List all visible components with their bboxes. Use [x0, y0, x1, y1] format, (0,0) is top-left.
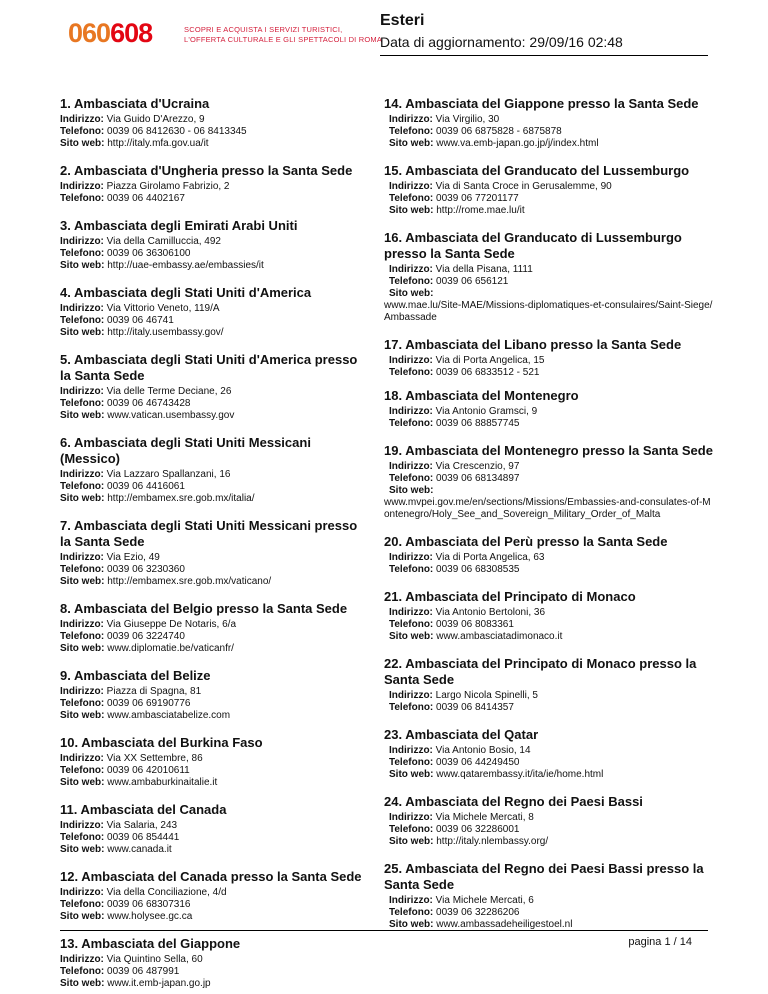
- embassy-address-row: [389, 607, 714, 619]
- embassy-phone-value: 0039 06 854441: [107, 832, 180, 843]
- embassy-phone-row: [389, 276, 714, 288]
- embassy-phone-label: Telefono:: [389, 473, 434, 484]
- embassy-title: 4. Ambasciata degli Stati Uniti d'America: [60, 285, 312, 300]
- embassy-address-row: [389, 264, 714, 276]
- embassy-entry: [60, 869, 368, 923]
- embassy-website-row: [389, 631, 714, 643]
- embassy-address-label: Indirizzo:: [60, 303, 104, 314]
- embassy-website-value[interactable]: www.va.emb-japan.go.jp/j/index.html: [436, 138, 599, 149]
- embassy-address-label: Indirizzo:: [389, 690, 433, 701]
- embassy-entry: [60, 802, 368, 856]
- embassy-phone-label: Telefono:: [60, 698, 105, 709]
- embassy-address-row: [60, 552, 368, 564]
- embassy-entry: [60, 668, 368, 722]
- embassy-address-row: [389, 552, 714, 564]
- embassy-address-row: [60, 820, 368, 832]
- logo-tagline-line2: L'OFFERTA CULTURALE E GLI SPETTACOLI DI ROMA: [184, 35, 383, 44]
- embassy-website-row: [389, 138, 714, 150]
- page-number: pagina 1 / 14: [628, 936, 692, 948]
- embassy-phone-row: [60, 481, 368, 493]
- embassy-website-label: Sito web:: [389, 769, 434, 780]
- embassy-details: [60, 386, 368, 422]
- embassy-details: [384, 114, 714, 150]
- embassy-phone-row: [60, 899, 368, 911]
- embassy-phone-value: 0039 06 8083361: [436, 619, 514, 630]
- embassy-details: [60, 236, 368, 272]
- embassy-website-value[interactable]: www.qatarembassy.it/ita/ie/home.html: [436, 769, 604, 780]
- embassy-phone-value: 0039 06 46743428: [107, 398, 191, 409]
- embassy-phone-row: [60, 564, 368, 576]
- embassy-website-value[interactable]: www.diplomatie.be/vaticanfr/: [107, 643, 234, 654]
- embassy-details: [384, 355, 714, 379]
- page-header: [0, 0, 768, 70]
- embassy-phone-row: [60, 193, 368, 205]
- embassy-website-label: Sito web:: [60, 777, 105, 788]
- embassy-address-value: Via Guido D'Arezzo, 9: [106, 114, 205, 125]
- embassy-address-label: Indirizzo:: [389, 895, 433, 906]
- embassy-details: [60, 686, 368, 722]
- embassy-title: 24. Ambasciata del Regno dei Paesi Bassi: [384, 794, 643, 809]
- embassy-phone-label: Telefono:: [389, 907, 434, 918]
- embassy-phone-label: Telefono:: [60, 765, 105, 776]
- embassy-phone-row: [389, 702, 714, 714]
- embassy-phone-row: [389, 824, 714, 836]
- embassy-address-row: [389, 895, 714, 907]
- embassy-details: [384, 461, 714, 521]
- embassy-website-row: [60, 710, 368, 722]
- embassy-details: [384, 181, 714, 217]
- embassy-address-value: Via Crescenzio, 97: [435, 461, 520, 472]
- embassy-phone-row: [60, 765, 368, 777]
- embassy-phone-value: 0039 06 4416061: [107, 481, 185, 492]
- embassy-details: [60, 887, 368, 923]
- embassy-phone-value: 0039 06 88857745: [436, 418, 520, 429]
- embassy-phone-label: Telefono:: [389, 126, 434, 137]
- embassy-phone-value: 0039 06 68308535: [436, 564, 520, 575]
- embassy-website-label: Sito web:: [60, 643, 105, 654]
- embassy-details: [60, 303, 368, 339]
- embassy-phone-label: Telefono:: [389, 276, 434, 287]
- embassy-website-label: Sito web:: [389, 836, 434, 847]
- embassy-address-label: Indirizzo:: [60, 954, 104, 965]
- embassy-phone-row: [60, 126, 368, 138]
- embassy-details: [60, 619, 368, 655]
- embassy-address-value: Via Antonio Bosio, 14: [435, 745, 531, 756]
- embassy-address-value: Via Lazzaro Spallanzani, 16: [106, 469, 231, 480]
- embassy-title: 8. Ambasciata del Belgio presso la Santa Sede: [60, 601, 348, 616]
- embassy-address-label: Indirizzo:: [389, 812, 433, 823]
- embassy-website-value[interactable]: www.mae.lu/Site-MAE/Missions-diplomatiques-et-consulaires/Saint-Siege/Ambassade: [384, 300, 713, 323]
- embassy-entry: [384, 794, 714, 848]
- embassy-address-label: Indirizzo:: [60, 181, 104, 192]
- embassy-title: 5. Ambasciata degli Stati Uniti d'America presso la Santa Sede: [60, 352, 358, 383]
- embassy-website-value[interactable]: www.ambaburkinaitalie.it: [107, 777, 218, 788]
- embassy-entry: [384, 443, 714, 521]
- embassy-address-value: Via di Porta Angelica, 63: [435, 552, 545, 563]
- embassy-address-row: [60, 619, 368, 631]
- embassy-phone-label: Telefono:: [60, 966, 105, 977]
- embassy-address-label: Indirizzo:: [60, 114, 104, 125]
- embassy-phone-row: [60, 631, 368, 643]
- embassy-details: [384, 895, 714, 931]
- embassy-website-value[interactable]: http://embamex.sre.gob.mx/italia/: [107, 493, 255, 504]
- embassy-website-label: Sito web:: [60, 844, 105, 855]
- embassy-address-value: Via Quintino Sella, 60: [106, 954, 203, 965]
- embassy-website-row: [60, 643, 368, 655]
- embassy-website-row: [389, 836, 714, 848]
- logo-tagline-line1: SCOPRI E ACQUISTA I SERVIZI TURISTICI,: [184, 25, 343, 34]
- header-divider: [380, 55, 708, 56]
- embassy-address-row: [60, 114, 368, 126]
- embassy-title: 1. Ambasciata d'Ucraina: [60, 96, 210, 111]
- embassy-address-value: Via Michele Mercati, 6: [435, 895, 534, 906]
- embassy-address-row: [60, 954, 368, 966]
- embassy-phone-row: [60, 832, 368, 844]
- right-column: [384, 96, 714, 931]
- embassy-entry: [60, 936, 368, 990]
- embassy-address-label: Indirizzo:: [60, 820, 104, 831]
- embassy-website-value[interactable]: www.holysee.gc.ca: [107, 911, 193, 922]
- embassy-phone-row: [389, 757, 714, 769]
- embassy-phone-label: Telefono:: [60, 832, 105, 843]
- embassy-address-row: [389, 114, 714, 126]
- embassy-address-row: [389, 406, 714, 418]
- embassy-address-label: Indirizzo:: [389, 406, 433, 417]
- embassy-phone-value: 0039 06 32286206: [436, 907, 520, 918]
- embassy-entry: [60, 352, 368, 422]
- embassy-phone-label: Telefono:: [389, 418, 434, 429]
- embassy-phone-label: Telefono:: [60, 631, 105, 642]
- embassy-phone-value: 0039 06 8412630 - 06 8413345: [107, 126, 247, 137]
- logo-number: [68, 18, 152, 49]
- embassy-website-row: [384, 288, 714, 324]
- embassy-entry: [60, 518, 368, 588]
- embassy-address-label: Indirizzo:: [389, 114, 433, 125]
- embassy-address-label: Indirizzo:: [60, 686, 104, 697]
- embassy-address-label: Indirizzo:: [389, 355, 433, 366]
- embassy-address-label: Indirizzo:: [60, 236, 104, 247]
- embassy-details: [384, 607, 714, 643]
- embassy-website-value[interactable]: http://rome.mae.lu/it: [436, 205, 525, 216]
- embassy-website-label: Sito web:: [60, 260, 105, 271]
- embassy-phone-label: Telefono:: [389, 193, 434, 204]
- embassy-website-label: Sito web:: [60, 576, 105, 587]
- embassy-details: [384, 812, 714, 848]
- embassy-phone-row: [389, 907, 714, 919]
- embassy-phone-label: Telefono:: [389, 564, 434, 575]
- embassy-address-row: [60, 469, 368, 481]
- embassy-title: 7. Ambasciata degli Stati Uniti Messicani presso la Santa Sede: [60, 518, 358, 549]
- embassy-phone-value: 0039 06 36306100: [107, 248, 191, 259]
- embassy-website-value[interactable]: www.it.emb-japan.go.jp: [107, 978, 211, 989]
- embassy-entry: [384, 727, 714, 781]
- embassy-address-value: Via di Porta Angelica, 15: [435, 355, 545, 366]
- embassy-details: [60, 552, 368, 588]
- embassy-phone-row: [389, 193, 714, 205]
- embassy-phone-row: [60, 398, 368, 410]
- embassy-address-label: Indirizzo:: [389, 181, 433, 192]
- embassy-phone-row: [389, 367, 714, 379]
- embassy-address-value: Via della Pisana, 1111: [435, 264, 533, 275]
- embassy-website-value[interactable]: www.mvpei.gov.me/en/sections/Missions/Embassies-and-consulates-of-Montenegro/Holy_See_and_Sovereign_Military_Order_of_Malta: [384, 497, 711, 520]
- embassy-phone-label: Telefono:: [60, 398, 105, 409]
- embassy-details: [384, 264, 714, 324]
- embassy-entry: [60, 218, 368, 272]
- embassy-website-value[interactable]: www.ambasciatabelize.com: [107, 710, 231, 721]
- embassy-phone-value: 0039 06 69190776: [107, 698, 191, 709]
- embassy-address-label: Indirizzo:: [389, 264, 433, 275]
- embassy-website-row: [60, 410, 368, 422]
- embassy-address-row: [60, 181, 368, 193]
- embassy-website-row: [60, 978, 368, 990]
- embassy-entry: [384, 388, 714, 430]
- embassy-address-label: Indirizzo:: [389, 745, 433, 756]
- embassy-details: [384, 406, 714, 430]
- embassy-title: 19. Ambasciata del Montenegro presso la Santa Sede: [384, 443, 713, 458]
- embassy-website-row: [384, 485, 714, 521]
- embassy-address-value: Via Ezio, 49: [106, 552, 160, 563]
- embassy-title: 17. Ambasciata del Libano presso la Santa Sede: [384, 337, 682, 352]
- page-title: Esteri: [380, 12, 425, 29]
- embassy-phone-row: [60, 966, 368, 978]
- embassy-details: [60, 820, 368, 856]
- embassy-website-value[interactable]: http://embamex.sre.gob.mx/vaticano/: [107, 576, 272, 587]
- embassy-details: [60, 469, 368, 505]
- embassy-website-label: Sito web:: [60, 710, 105, 721]
- embassy-address-row: [389, 690, 714, 702]
- embassy-entry: [384, 337, 714, 379]
- embassy-details: [384, 690, 714, 714]
- embassy-website-value[interactable]: www.ambasciatadimonaco.it: [436, 631, 563, 642]
- embassy-phone-value: 0039 06 3224740: [107, 631, 185, 642]
- embassy-website-row: [389, 205, 714, 217]
- embassy-phone-value: 0039 06 656121: [436, 276, 509, 287]
- logo-number-part2: 608: [110, 18, 153, 48]
- embassy-website-label: Sito web:: [60, 978, 105, 989]
- embassy-phone-value: 0039 06 44249450: [436, 757, 520, 768]
- embassy-phone-label: Telefono:: [389, 757, 434, 768]
- embassy-title: 23. Ambasciata del Qatar: [384, 727, 539, 742]
- embassy-website-value[interactable]: www.vatican.usembassy.gov: [107, 410, 235, 421]
- embassy-website-label: Sito web:: [389, 288, 434, 299]
- embassy-phone-row: [389, 126, 714, 138]
- embassy-details: [60, 753, 368, 789]
- embassy-address-row: [389, 355, 714, 367]
- embassy-address-value: Largo Nicola Spinelli, 5: [435, 690, 538, 701]
- footer-divider: [60, 930, 708, 931]
- embassy-phone-value: 0039 06 32286001: [436, 824, 520, 835]
- embassy-phone-value: 0039 06 46741: [107, 315, 174, 326]
- embassy-title: 10. Ambasciata del Burkina Faso: [60, 735, 263, 750]
- embassy-address-row: [60, 303, 368, 315]
- embassy-phone-label: Telefono:: [60, 126, 105, 137]
- embassy-address-value: Via delle Terme Deciane, 26: [106, 386, 232, 397]
- embassy-phone-row: [60, 698, 368, 710]
- embassy-address-row: [60, 686, 368, 698]
- embassy-address-label: Indirizzo:: [60, 469, 104, 480]
- embassy-address-row: [389, 812, 714, 824]
- embassy-website-value[interactable]: http://italy.usembassy.gov/: [107, 327, 224, 338]
- embassy-title: 12. Ambasciata del Canada presso la Santa Sede: [60, 869, 362, 884]
- embassy-entry: [384, 589, 714, 643]
- embassy-website-label: Sito web:: [389, 138, 434, 149]
- embassy-address-row: [60, 753, 368, 765]
- embassy-address-value: Via Antonio Bertoloni, 36: [435, 607, 546, 618]
- embassy-title: 13. Ambasciata del Giappone: [60, 936, 241, 951]
- embassy-address-row: [389, 181, 714, 193]
- embassy-phone-label: Telefono:: [60, 248, 105, 259]
- embassy-phone-label: Telefono:: [389, 367, 434, 378]
- embassy-phone-row: [60, 248, 368, 260]
- embassy-phone-label: Telefono:: [60, 315, 105, 326]
- embassy-entry: [60, 601, 368, 655]
- embassy-phone-row: [389, 619, 714, 631]
- embassy-address-label: Indirizzo:: [389, 552, 433, 563]
- embassy-website-label: Sito web:: [60, 327, 105, 338]
- embassy-title: 9. Ambasciata del Belize: [60, 668, 211, 683]
- embassy-entry: [384, 96, 714, 150]
- embassy-address-label: Indirizzo:: [389, 461, 433, 472]
- embassy-entry: [60, 163, 368, 205]
- embassy-phone-label: Telefono:: [60, 481, 105, 492]
- embassy-address-value: Via della Camilluccia, 492: [106, 236, 221, 247]
- embassy-address-value: Via della Conciliazione, 4/d: [106, 887, 227, 898]
- embassy-website-row: [389, 769, 714, 781]
- embassy-phone-value: 0039 06 42010611: [107, 765, 190, 776]
- embassy-title: 15. Ambasciata del Granducato del Lussemburgo: [384, 163, 690, 178]
- embassy-entry: [60, 96, 368, 150]
- embassy-details: [60, 114, 368, 150]
- embassy-title: 18. Ambasciata del Montenegro: [384, 388, 579, 403]
- embassy-address-value: Via Antonio Gramsci, 9: [435, 406, 538, 417]
- embassy-phone-label: Telefono:: [60, 899, 105, 910]
- embassy-address-label: Indirizzo:: [60, 386, 104, 397]
- embassy-phone-value: 0039 06 77201177: [436, 193, 519, 204]
- embassy-website-row: [60, 138, 368, 150]
- embassy-title: 2. Ambasciata d'Ungheria presso la Santa Sede: [60, 163, 353, 178]
- embassy-phone-value: 0039 06 3230360: [107, 564, 185, 575]
- embassy-website-row: [60, 493, 368, 505]
- embassy-website-label: Sito web:: [60, 138, 105, 149]
- embassy-address-label: Indirizzo:: [60, 552, 104, 563]
- embassy-address-row: [389, 461, 714, 473]
- update-date: Data di aggiornamento: 29/09/16 02:48: [380, 34, 623, 50]
- embassy-details: [60, 181, 368, 205]
- embassy-address-value: Via Giuseppe De Notaris, 6/a: [106, 619, 237, 630]
- embassy-website-label: Sito web:: [389, 485, 434, 496]
- embassy-title: 21. Ambasciata del Principato di Monaco: [384, 589, 636, 604]
- embassy-website-row: [60, 777, 368, 789]
- embassy-address-value: Via XX Settembre, 86: [106, 753, 203, 764]
- embassy-address-row: [60, 887, 368, 899]
- embassy-title: 20. Ambasciata del Perù presso la Santa Sede: [384, 534, 668, 549]
- embassy-phone-label: Telefono:: [389, 619, 434, 630]
- embassy-website-value[interactable]: www.ambassadeheiligestoel.nl: [436, 919, 573, 930]
- embassy-website-label: Sito web:: [60, 410, 105, 421]
- left-column: [60, 96, 368, 990]
- embassy-entry: [384, 534, 714, 576]
- embassy-website-row: [60, 260, 368, 272]
- embassy-website-label: Sito web:: [389, 631, 434, 642]
- embassy-title: 25. Ambasciata del Regno dei Paesi Bassi presso la Santa Sede: [384, 861, 704, 892]
- embassy-address-value: Via di Santa Croce in Gerusalemme, 90: [435, 181, 612, 192]
- embassy-phone-label: Telefono:: [60, 193, 105, 204]
- embassy-title: 16. Ambasciata del Granducato di Lussemburgo presso la Santa Sede: [384, 230, 682, 261]
- embassy-address-row: [60, 236, 368, 248]
- embassy-website-value[interactable]: www.canada.it: [107, 844, 172, 855]
- embassy-website-row: [60, 911, 368, 923]
- embassy-address-label: Indirizzo:: [60, 887, 104, 898]
- embassy-website-value[interactable]: http://italy.nlembassy.org/: [436, 836, 549, 847]
- embassy-entry: [60, 285, 368, 339]
- embassy-phone-label: Telefono:: [60, 564, 105, 575]
- embassy-entry: [384, 656, 714, 714]
- embassy-address-value: Piazza di Spagna, 81: [106, 686, 202, 697]
- embassy-details: [60, 954, 368, 990]
- embassy-entry: [60, 435, 368, 505]
- embassy-address-value: Via Vittorio Veneto, 119/A: [106, 303, 220, 314]
- embassy-phone-value: 0039 06 4402167: [107, 193, 185, 204]
- embassy-phone-value: 0039 06 6833512 - 521: [436, 367, 540, 378]
- embassy-phone-row: [60, 315, 368, 327]
- embassy-website-label: Sito web:: [389, 205, 434, 216]
- embassy-website-label: Sito web:: [60, 911, 105, 922]
- embassy-phone-label: Telefono:: [389, 702, 434, 713]
- embassy-website-row: [60, 576, 368, 588]
- embassy-phone-row: [389, 564, 714, 576]
- embassy-address-value: Piazza Girolamo Fabrizio, 2: [106, 181, 230, 192]
- embassy-entry: [384, 861, 714, 931]
- embassy-phone-value: 0039 06 68134897: [436, 473, 520, 484]
- embassy-website-label: Sito web:: [389, 919, 434, 930]
- embassy-address-row: [60, 386, 368, 398]
- embassy-details: [384, 552, 714, 576]
- embassy-entry: [60, 735, 368, 789]
- embassy-website-row: [60, 844, 368, 856]
- embassy-phone-value: 0039 06 8414357: [436, 702, 514, 713]
- embassy-title: 11. Ambasciata del Canada: [60, 802, 227, 817]
- embassy-phone-row: [389, 473, 714, 485]
- embassy-details: [384, 745, 714, 781]
- embassy-title: 14. Ambasciata del Giappone presso la Santa Sede: [384, 96, 699, 111]
- embassy-title: 6. Ambasciata degli Stati Uniti Messicani (Messico): [60, 435, 311, 466]
- embassy-address-row: [389, 745, 714, 757]
- embassy-phone-row: [389, 418, 714, 430]
- embassy-title: 3. Ambasciata degli Emirati Arabi Uniti: [60, 218, 298, 233]
- logo-tagline: [184, 25, 383, 45]
- embassy-address-label: Indirizzo:: [389, 607, 433, 618]
- embassy-phone-label: Telefono:: [389, 824, 434, 835]
- embassy-address-value: Via Salaria, 243: [106, 820, 178, 831]
- embassy-title: 22. Ambasciata del Principato di Monaco presso la Santa Sede: [384, 656, 697, 687]
- embassy-address-value: Via Michele Mercati, 8: [435, 812, 534, 823]
- embassy-phone-value: 0039 06 487991: [107, 966, 180, 977]
- embassy-website-row: [60, 327, 368, 339]
- embassy-website-value[interactable]: http://uae-embassy.ae/embassies/it: [107, 260, 264, 271]
- logo-number-part1: 060: [68, 18, 111, 48]
- embassy-entry: [384, 163, 714, 217]
- embassy-website-label: Sito web:: [60, 493, 105, 504]
- embassy-phone-value: 0039 06 68307316: [107, 899, 191, 910]
- embassy-entry: [384, 230, 714, 324]
- embassy-address-value: Via Virgilio, 30: [435, 114, 500, 125]
- embassy-address-label: Indirizzo:: [60, 619, 104, 630]
- embassy-address-label: Indirizzo:: [60, 753, 104, 764]
- embassy-website-value[interactable]: http://italy.mfa.gov.ua/it: [107, 138, 209, 149]
- embassy-phone-value: 0039 06 6875828 - 6875878: [436, 126, 562, 137]
